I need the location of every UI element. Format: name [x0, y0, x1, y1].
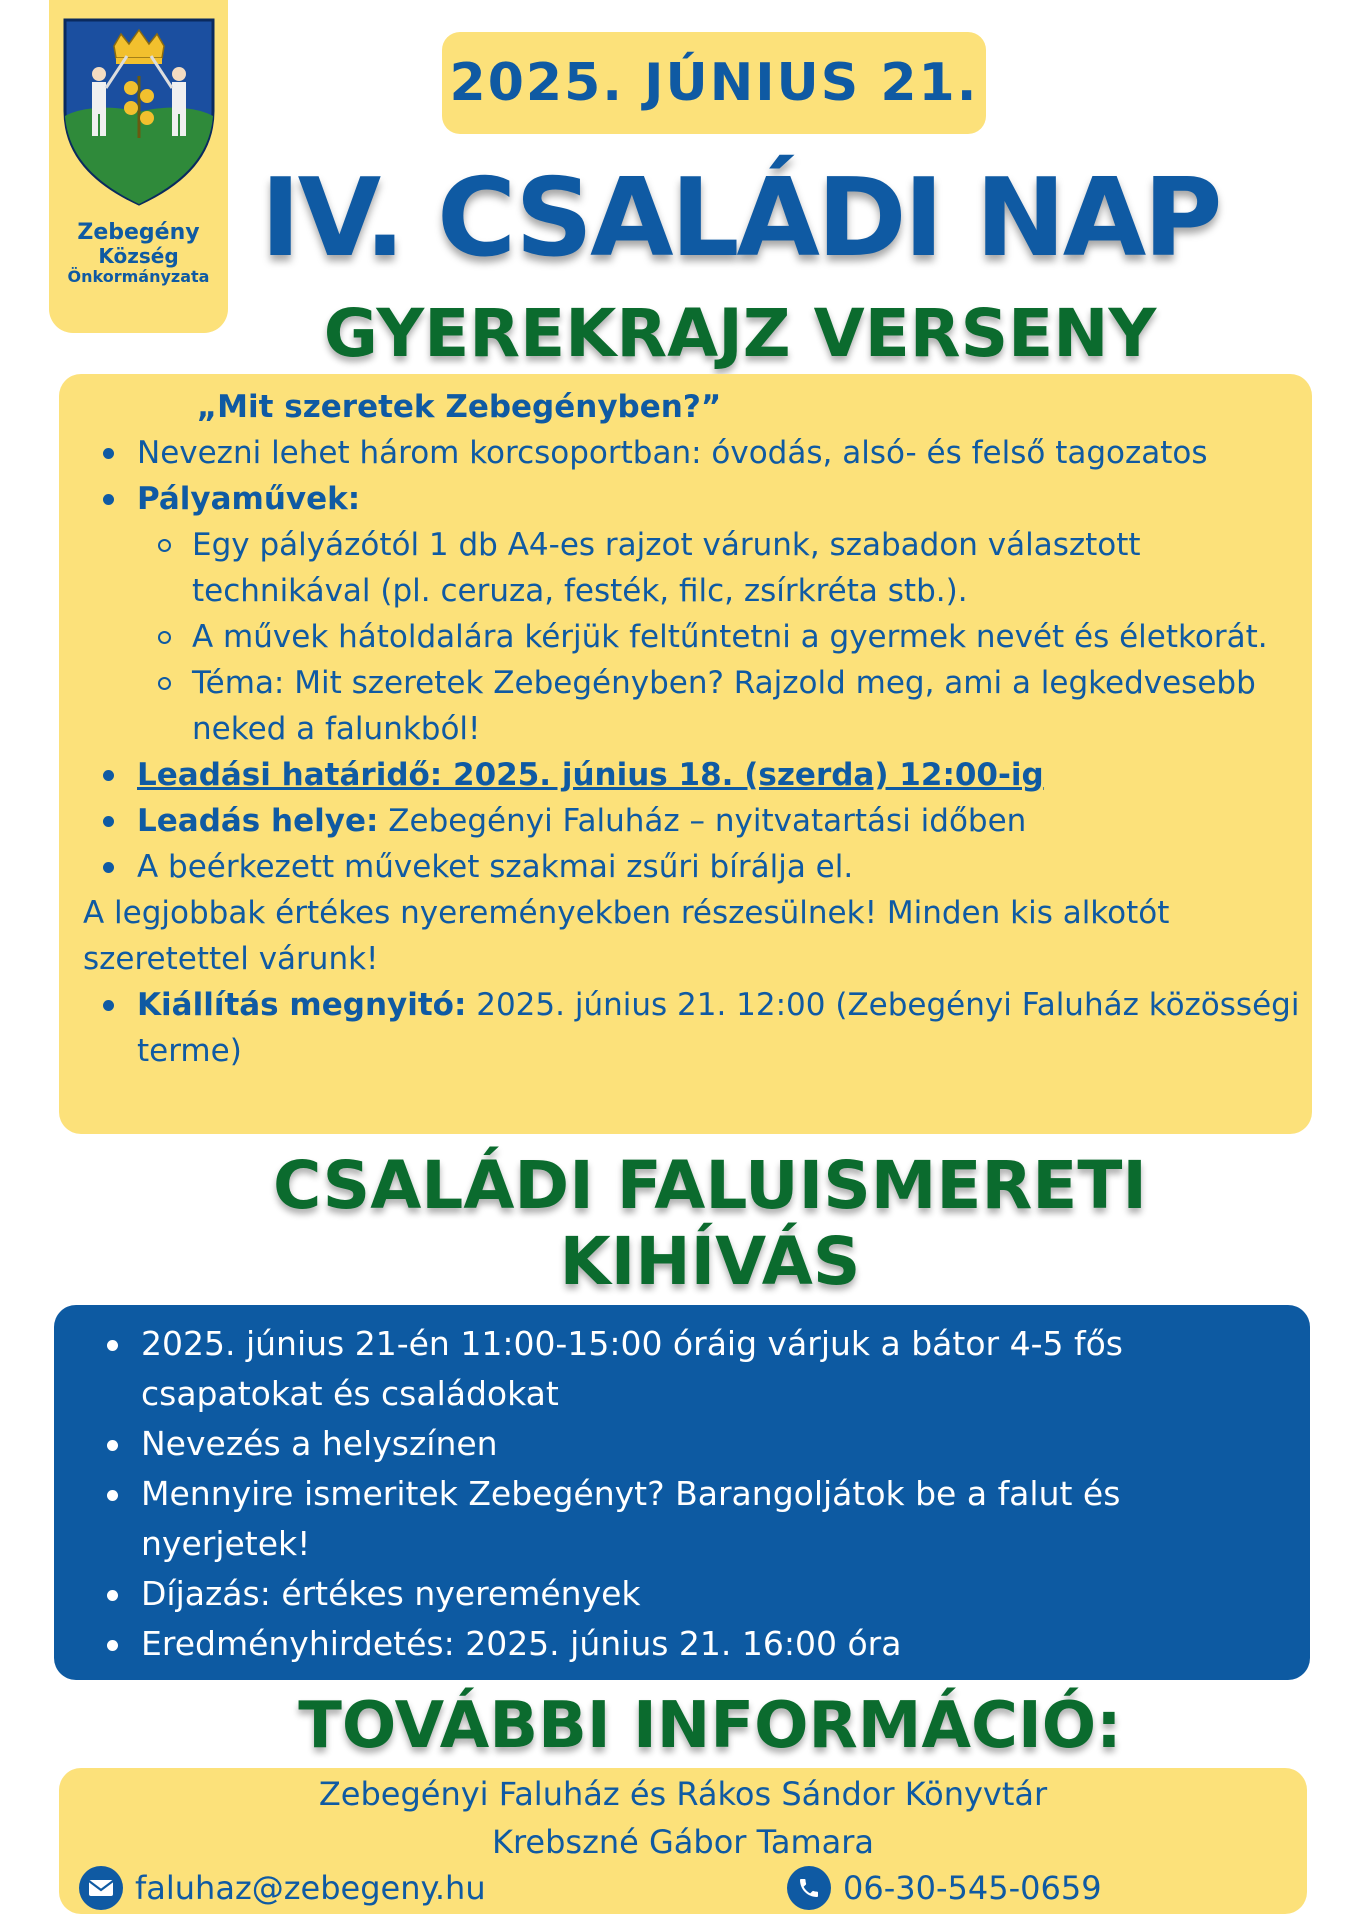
list-item: Díjazás: értékes nyeremények	[141, 1569, 641, 1619]
place-label: Leadás helye:	[137, 803, 379, 839]
prize-text-line-2: szeretettel várunk!	[83, 941, 379, 977]
coat-of-arms-icon	[59, 16, 219, 206]
list-item	[137, 430, 1208, 476]
list-item: Nevezés a helyszínen	[141, 1419, 498, 1469]
contact-person: Krebszné Gábor Tamara	[491, 1823, 875, 1861]
organization-name: Zebegényi Faluház és Rákos Sándor Könyvtár	[318, 1775, 1048, 1813]
list-item-continuation	[192, 706, 480, 752]
logo-line-3: Önkormányzata	[67, 267, 210, 287]
deadline-text: Leadási határidő: 2025. június 18. (szerda) 12:00-ig	[137, 757, 1044, 793]
list-item	[137, 844, 853, 890]
list-item: Eredményhirdetés: 2025. június 21. 16:00 óra	[141, 1619, 901, 1669]
list-item	[137, 982, 1299, 1028]
more-info-heading: TOVÁBBI INFORMÁCIÓ:	[298, 1689, 1122, 1763]
exhibition-label: Kiállítás megnyitó:	[137, 987, 467, 1023]
entry-groups-text: Nevezni lehet három korcsoportban: óvodás, alsó- és felső tagozatos	[137, 435, 1208, 471]
list-item	[192, 660, 1256, 706]
phone-icon	[787, 1866, 831, 1910]
exhibition-value-2: terme)	[137, 1033, 242, 1069]
list-item-continuation: csapatokat és családokat	[141, 1374, 559, 1413]
village-challenge-box	[54, 1305, 1310, 1680]
list-item	[137, 476, 360, 522]
list-item	[137, 798, 1026, 844]
contest-theme-quote: „Mit szeretek Zebegényben?”	[196, 389, 722, 425]
list-item	[192, 522, 1141, 568]
works-item-1: Egy pályázótól 1 db A4-es rajzot várunk, szabadon választott	[192, 527, 1141, 563]
list-item	[192, 614, 1268, 660]
works-item-3: Téma: Mit szeretek Zebegényben? Rajzold meg, ami a legkedvesebb	[192, 665, 1256, 701]
event-date-badge: 2025. JÚNIUS 21.	[442, 32, 986, 134]
challenge-heading-line-1: CSALÁDI FALUISMERETI	[273, 1147, 1147, 1224]
list-item: Mennyire ismeritek Zebegényt? Barangoljátok be a falut és	[141, 1469, 1120, 1519]
challenge-heading-line-2: KIHÍVÁS	[559, 1222, 861, 1300]
prize-text-line-1: A legjobbak értékes nyereményekben részesülnek! Minden kis alkotót	[83, 895, 1170, 931]
email-link[interactable]: faluhaz@zebegeny.hu	[135, 1869, 486, 1907]
village-challenge-heading	[240, 1148, 1180, 1300]
works-item-3b: neked a falunkból!	[192, 711, 481, 747]
envelope-icon	[79, 1866, 123, 1910]
list-item-continuation: nyerjetek!	[141, 1524, 311, 1563]
place-value: Zebegényi Faluház – nyitvatartási időben	[378, 803, 1027, 839]
logo-line-1: Zebegény	[77, 220, 200, 245]
drawing-contest-box	[59, 374, 1312, 1134]
municipality-logo-tab	[49, 0, 228, 333]
logo-line-2: Község	[98, 244, 179, 269]
drawing-contest-heading: GYEREKRAJZ VERSENY	[323, 295, 1157, 372]
list-item-continuation	[137, 1028, 242, 1074]
municipality-name	[49, 220, 228, 287]
works-item-2: A művek hátoldalára kérjük feltűntetni a gyermek nevét és életkorát.	[192, 619, 1268, 655]
works-item-1b: technikával (pl. ceruza, festék, filc, zsírkréta stb.).	[192, 573, 968, 609]
exhibition-value: 2025. június 21. 12:00 (Zebegényi Faluház közösségi	[466, 987, 1300, 1023]
email-contact[interactable]	[79, 1864, 486, 1912]
jury-text: A beérkezett műveket szakmai zsűri bírálja el.	[137, 849, 854, 885]
phone-number[interactable]: 06-30-545-0659	[843, 1869, 1102, 1907]
list-item	[137, 752, 1044, 798]
works-label: Pályaművek:	[137, 481, 361, 517]
list-item-continuation	[192, 568, 968, 614]
contact-box	[59, 1768, 1307, 1914]
main-title: IV. CSALÁDI NAP	[260, 156, 1220, 281]
phone-contact[interactable]	[787, 1864, 1102, 1912]
list-item: 2025. június 21-én 11:00-15:00 óráig várjuk a bátor 4-5 fős	[141, 1319, 1123, 1369]
